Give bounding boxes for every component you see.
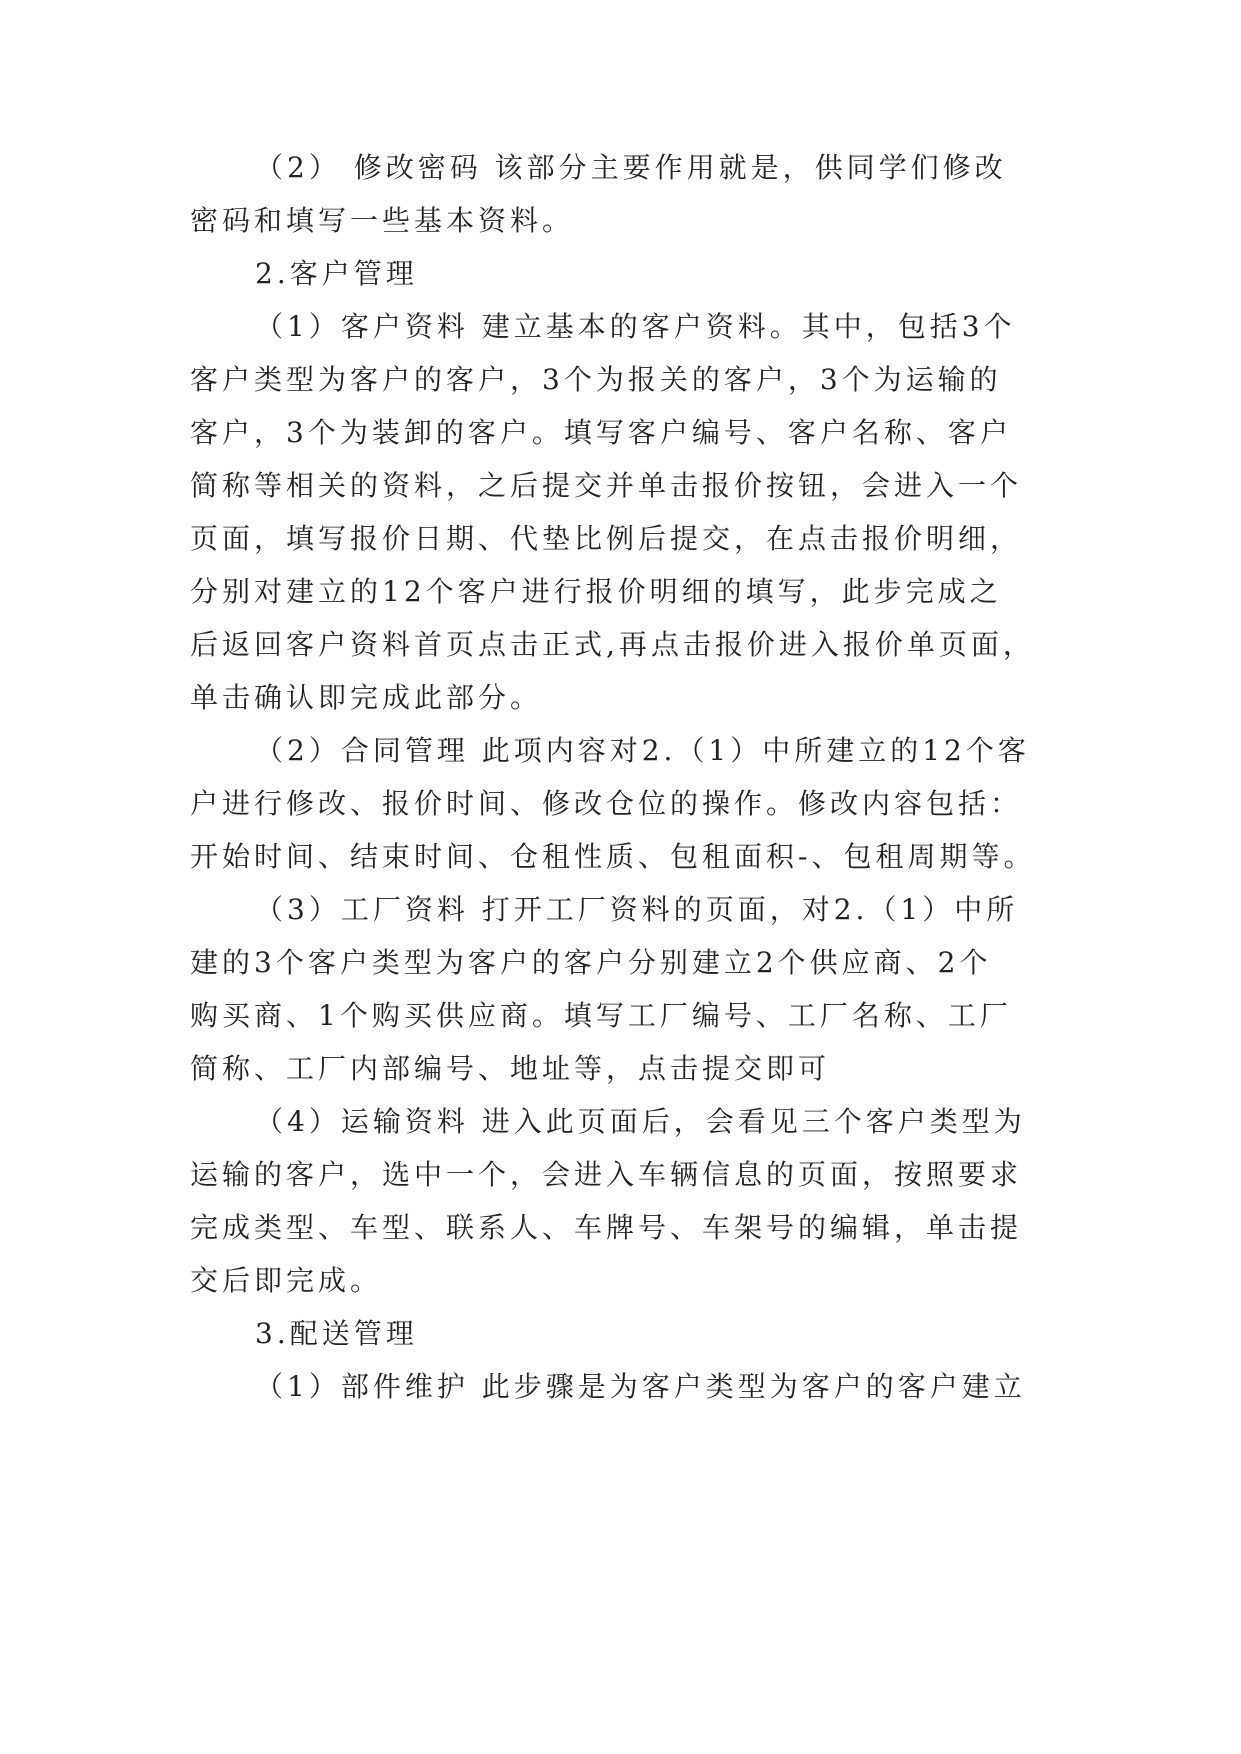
paragraph-line: 页面，填写报价日期、代垫比例后提交，在点击报价明细，: [190, 522, 1023, 555]
paragraph-line: 开始时间、结束时间、仓租性质、包租面积-、包租周期等。: [190, 840, 1036, 873]
paragraph-line: 交后即完成。: [190, 1264, 383, 1297]
paragraph-line: 简称等相关的资料，之后提交并单击报价按钮，会进入一个: [190, 469, 1023, 502]
paragraph-line: 简称、工厂内部编号、地址等，点击提交即可: [190, 1052, 831, 1085]
paragraph-line: 客户类型为客户的客户，3个为报关的客户，3个为运输的: [190, 363, 1002, 396]
paragraph-line: （1）部件维护 此步骤是为客户类型为客户的客户建立: [255, 1370, 1026, 1403]
paragraph-line: 密码和填写一些基本资料。: [190, 204, 575, 237]
paragraph-line: 单击确认即完成此部分。: [190, 681, 543, 714]
paragraph-line: （3）工厂资料 打开工厂资料的页面，对2.（1）中所: [255, 893, 1019, 926]
paragraph-line: 购买商、1个购买供应商。填写工厂编号、工厂名称、工厂: [190, 999, 1012, 1032]
paragraph-line: 完成类型、车型、联系人、车牌号、车架号的编辑，单击提: [190, 1211, 1023, 1244]
paragraph-line: 户进行修改、报价时间、修改仓位的操作。修改内容包括：: [190, 787, 1023, 820]
paragraph-line: （2） 修改密码 该部分主要作用就是，供同学们修改: [255, 151, 1007, 184]
paragraph-line: 建的3个客户类型为客户的客户分别建立2个供应商、2个: [190, 946, 992, 979]
paragraph-line: 分别对建立的12个客户进行报价明细的填写，此步完成之: [190, 575, 1002, 608]
section-heading: 2.客户管理: [255, 257, 418, 290]
paragraph-line: 客户，3个为装卸的客户。填写客户编号、客户名称、客户: [190, 416, 1012, 449]
paragraph-line: （4）运输资料 进入此页面后，会看见三个客户类型为: [255, 1105, 1026, 1138]
paragraph-line: 后返回客户资料首页点击正式,再点击报价进入报价单页面，: [190, 628, 1035, 661]
section-heading: 3.配送管理: [255, 1317, 418, 1350]
paragraph-line: （2）合同管理 此项内容对2.（1）中所建立的12个客: [255, 734, 1030, 767]
paragraph-line: 运输的客户，选中一个，会进入车辆信息的页面，按照要求: [190, 1158, 1023, 1191]
paragraph-line: （1）客户资料 建立基本的客户资料。其中，包括3个: [255, 310, 1016, 343]
